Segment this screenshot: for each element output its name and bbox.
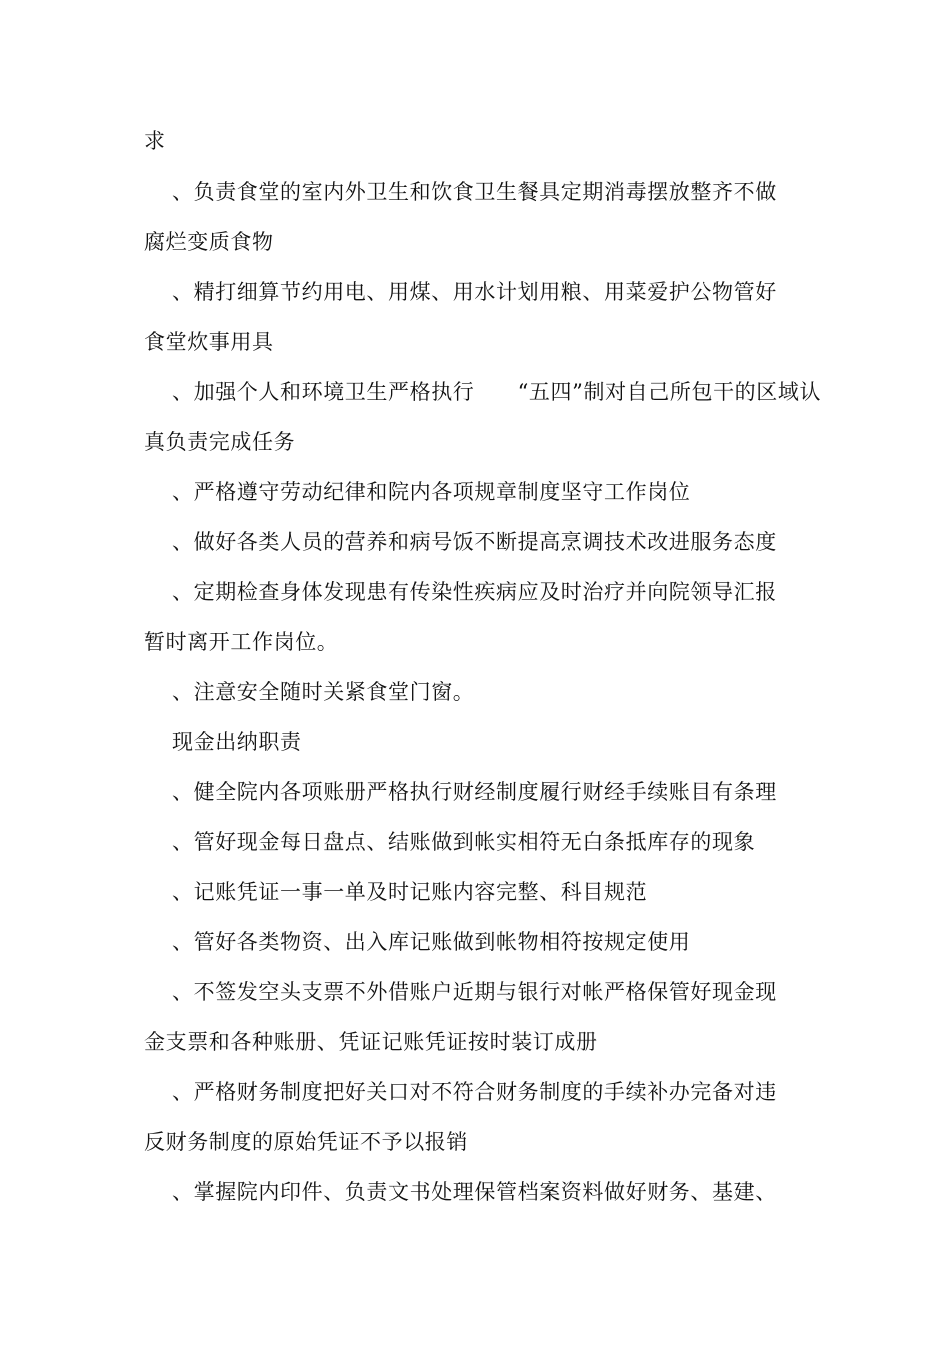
text-line-continuation: 反财务制度的原始凭证不予以报销	[144, 1130, 468, 1154]
text-line-item: 、精打细算节约用电、用煤、用水计划用粮、用菜爱护公物管好	[172, 280, 777, 304]
text-line-item: 、负责食堂的室内外卫生和饮食卫生餐具定期消毒摆放整齐不做	[172, 180, 777, 204]
text-line-item: 、管好现金每日盘点、结账做到帐实相符无白条抵库存的现象	[172, 830, 756, 854]
text-line-item: 、严格财务制度把好关口对不符合财务制度的手续补办完备对违	[172, 1080, 777, 1104]
text-line-continuation: 暂时离开工作岗位。	[144, 630, 339, 654]
text-line-item: 、管好各类物资、出入库记账做到帐物相符按规定使用	[172, 930, 691, 954]
text-line-continuation: 真负责完成任务	[144, 430, 296, 454]
text-line-continuation: 金支票和各种账册、凭证记账凭证按时装订成册	[144, 1030, 598, 1054]
text-line-continuation: 食堂炊事用具	[144, 330, 274, 354]
text-line-continuation: 求	[144, 129, 166, 153]
text-line-continuation: 腐烂变质食物	[144, 230, 274, 254]
text-line-item: 、掌握院内印件、负责文书处理保管档案资料做好财务、基建、	[172, 1180, 777, 1204]
text-line-item: 、健全院内各项账册严格执行财经制度履行财经手续账目有条理	[172, 780, 777, 804]
section-heading: 现金出纳职责	[172, 730, 302, 754]
text-line-item: 、严格遵守劳动纪律和院内各项规章制度坚守工作岗位	[172, 480, 691, 504]
text-line-item: 、定期检查身体发现患有传染性疾病应及时治疗并向院领导汇报	[172, 580, 777, 604]
text-line-item: 、加强个人和环境卫生严格执行 “五四”制对自己所包干的区域认	[172, 380, 822, 404]
text-line-item: 、注意安全随时关紧食堂门窗。	[172, 680, 475, 704]
text-line-item: 、做好各类人员的营养和病号饭不断提高烹调技术改进服务态度	[172, 530, 777, 554]
text-line-item: 、记账凭证一事一单及时记账内容完整、科目规范	[172, 880, 648, 904]
text-line-item: 、不签发空头支票不外借账户近期与银行对帐严格保管好现金现	[172, 980, 777, 1004]
